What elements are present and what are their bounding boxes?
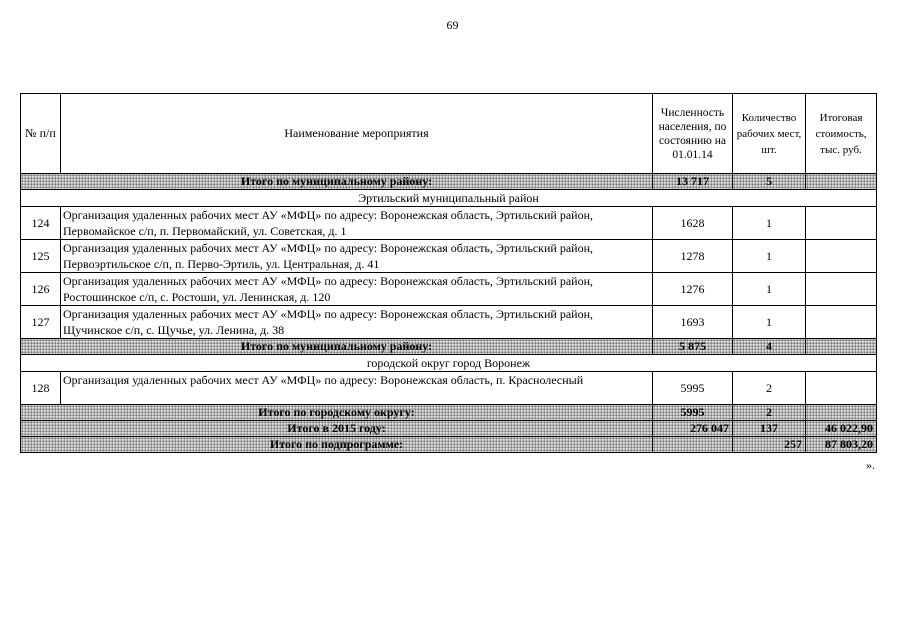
section-title: городской округ город Воронеж [21,355,877,372]
total-label: Итого по подпрограмме: [21,437,653,453]
row-workplaces: 1 [733,207,806,240]
total-row-2015 [21,421,877,437]
page-number: 69 [446,18,459,32]
header-name: Наименование мероприятия [61,94,653,174]
row-population: 5995 [653,372,733,405]
section-row-voronezh [21,355,877,372]
row-name: Организация удаленных рабочих мест АУ «МФЦ» по адресу: Воронежская область, Эртильский район, Щучинское с/п, с. Щучье, ул. Ленина, д. 38 [61,306,653,339]
total-row-ertil [21,339,877,355]
total-workplaces: 4 [733,339,806,355]
header-population: Численность населения, по состоянию на 01.01.14 [653,94,733,174]
row-cost [806,273,877,306]
row-name: Организация удаленных рабочих мест АУ «МФЦ» по адресу: Воронежская область, п. Краснолесный [61,372,653,405]
total-population: 276 047 [653,421,733,437]
header-cost: Итоговая стоимость, тыс. руб. [806,94,877,174]
table-header-row [21,94,877,174]
total-cost: 87 803,20 [806,437,877,453]
row-num: 125 [21,240,61,273]
total-label: Итого в 2015 году: [21,421,653,437]
row-cost [806,240,877,273]
total-workplaces: 2 [733,405,806,421]
row-num: 126 [21,273,61,306]
table-row [21,240,877,273]
row-num: 127 [21,306,61,339]
total-cost [806,405,877,421]
total-cost [806,339,877,355]
measures-table [20,93,877,453]
total-cost: 46 022,90 [806,421,877,437]
row-cost [806,207,877,240]
row-population: 1628 [653,207,733,240]
total-population: 5995 [653,405,733,421]
row-workplaces: 2 [733,372,806,405]
row-name: Организация удаленных рабочих мест АУ «МФЦ» по адресу: Воронежская область, Эртильский район, Первомайское с/п, п. Первомайский, ул. Советская, д. 1 [61,207,653,240]
total-workplaces: 137 [733,421,806,437]
header-workplaces: Количество рабочих мест, шт. [733,94,806,174]
total-population [653,437,733,453]
total-row-subprogram [21,437,877,453]
total-label: Итого по муниципальному району: [21,339,653,355]
row-cost [806,372,877,405]
row-num: 124 [21,207,61,240]
total-population: 5 875 [653,339,733,355]
row-population: 1276 [653,273,733,306]
section-row-ertil [21,190,877,207]
row-population: 1278 [653,240,733,273]
total-label: Итого по муниципальному району: [21,174,653,190]
row-workplaces: 1 [733,240,806,273]
row-population: 1693 [653,306,733,339]
table-row [21,306,877,339]
total-cost [806,174,877,190]
closing-quote-mark: ». [866,458,875,472]
row-cost [806,306,877,339]
row-workplaces: 1 [733,273,806,306]
row-name: Организация удаленных рабочих мест АУ «МФЦ» по адресу: Воронежская область, Эртильский район, Первоэртильское с/п, п. Перво-Эртиль, ул. Центральная, д. 41 [61,240,653,273]
total-workplaces: 257 [733,437,806,453]
total-label: Итого по городскому округу: [21,405,653,421]
total-row-city [21,405,877,421]
section-title: Эртильский муниципальный район [21,190,877,207]
total-workplaces: 5 [733,174,806,190]
row-num: 128 [21,372,61,405]
total-population: 13 717 [653,174,733,190]
table-row [21,273,877,306]
header-num: № п/п [21,94,61,174]
table-row [21,207,877,240]
row-workplaces: 1 [733,306,806,339]
total-row-previous-district [21,174,877,190]
table-row [21,372,877,405]
row-name: Организация удаленных рабочих мест АУ «МФЦ» по адресу: Воронежская область, Эртильский район, Ростошинское с/п, с. Ростоши, ул. Ленинская, д. 120 [61,273,653,306]
